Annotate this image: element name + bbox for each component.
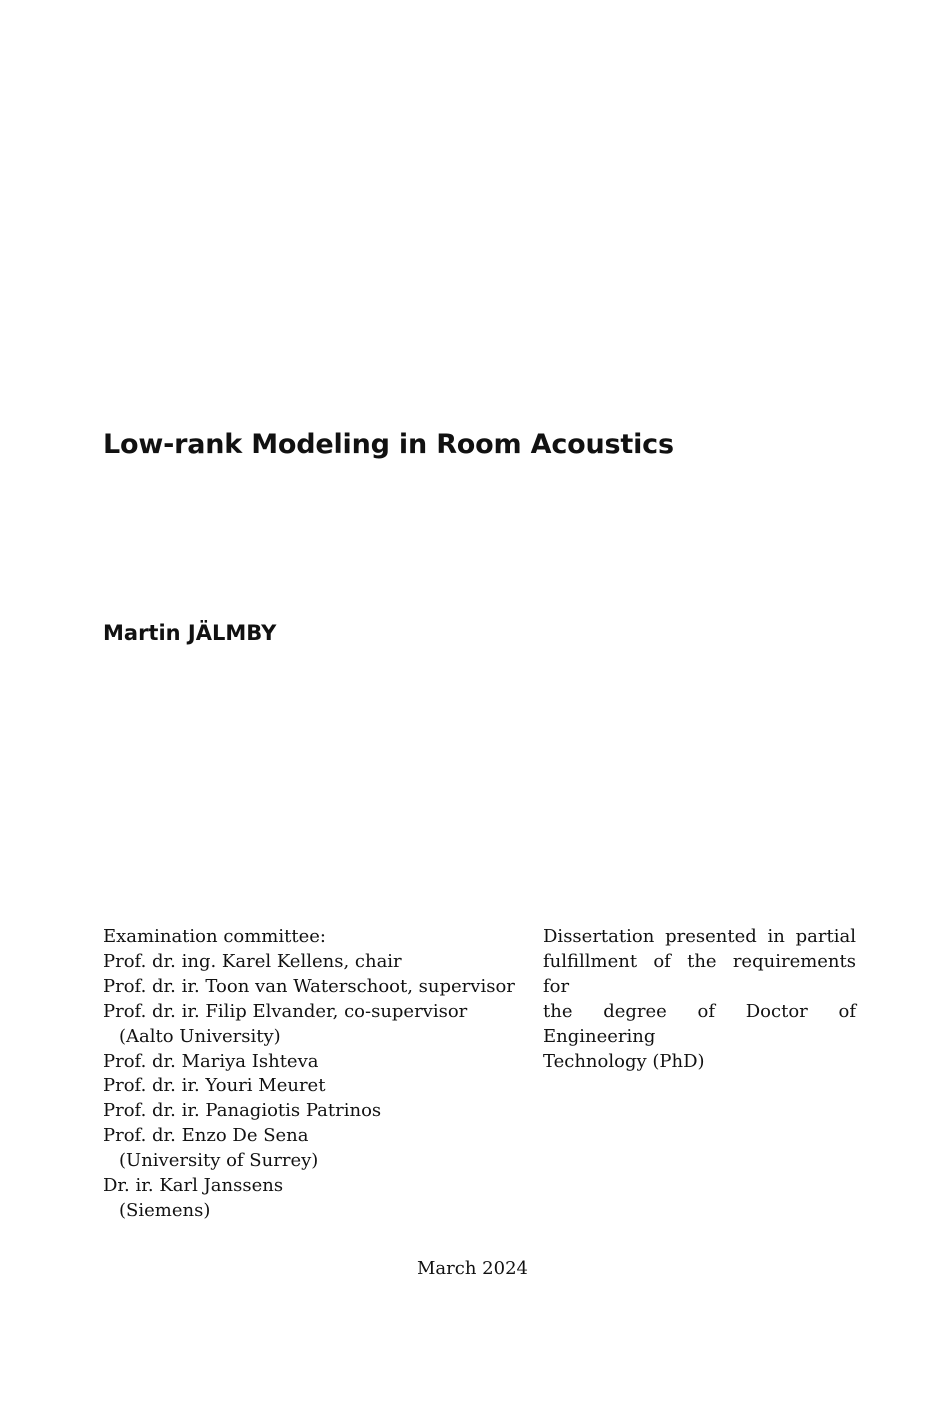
author-name: Martin JÄLMBY <box>103 621 277 645</box>
statement-line: Dissertation presented in partial <box>543 926 856 947</box>
statement-line: the degree of Doctor of Engineering <box>543 1000 856 1047</box>
committee-heading: Examination committee: <box>103 926 326 947</box>
statement-line: Technology (PhD) <box>543 1050 705 1072</box>
committee-member: Prof. dr. Mariya Ishteva <box>103 1050 319 1072</box>
committee-member: Prof. dr. ir. Toon van Waterschoot, supervisor <box>103 975 515 997</box>
committee-member-affiliation: (Aalto University) <box>119 1025 281 1047</box>
committee-member: Prof. dr. ir. Panagiotis Patrinos <box>103 1100 382 1122</box>
statement-line: fulfillment of the requirements for <box>543 950 856 997</box>
committee-member: Dr. ir. Karl Janssens <box>103 1175 284 1197</box>
committee-member: Prof. dr. ing. Karel Kellens, chair <box>103 950 402 972</box>
committee-member: Prof. dr. ir. Youri Meuret <box>103 1075 326 1097</box>
examination-committee <box>103 925 533 1224</box>
dissertation-statement <box>543 925 856 1074</box>
committee-member: Prof. dr. Enzo De Sena <box>103 1125 309 1147</box>
committee-member: Prof. dr. ir. Filip Elvander, co-supervisor <box>103 1000 468 1022</box>
thesis-title: Low-rank Modeling in Room Acoustics <box>103 429 674 460</box>
submission-date: March 2024 <box>417 1258 528 1279</box>
committee-member-affiliation: (Siemens) <box>119 1199 211 1221</box>
committee-member-affiliation: (University of Surrey) <box>119 1150 319 1172</box>
